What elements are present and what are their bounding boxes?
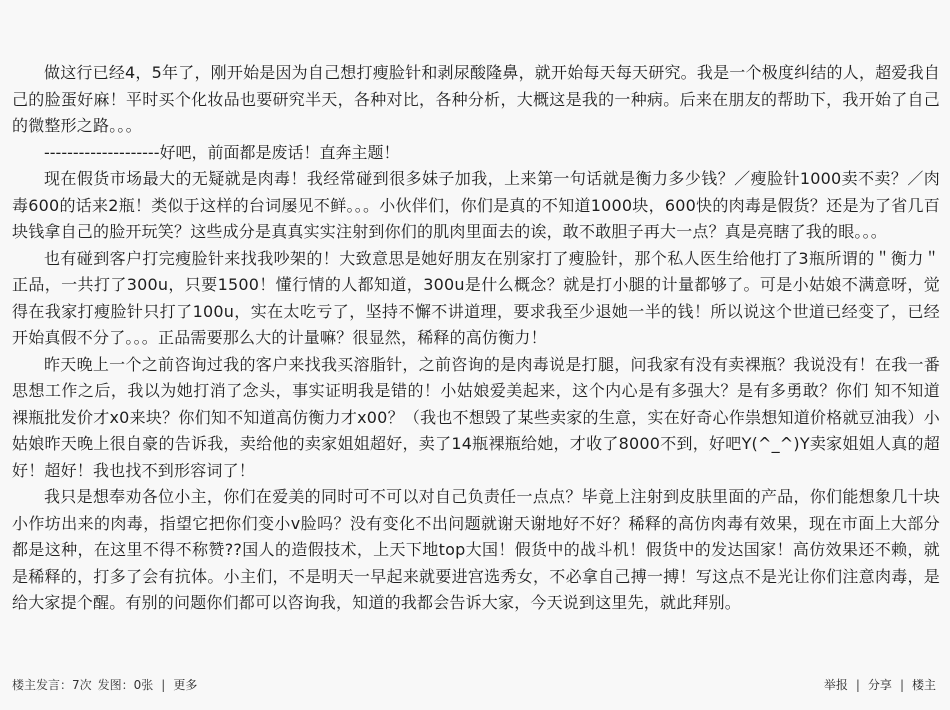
divider: | (855, 678, 860, 692)
post-footer (12, 676, 936, 694)
post-paragraph-fake-market: 现在假货市场最大的无疑就是肉毒！我经常碰到很多妹子加我，上来第一句话就是衡力多少钱？／瘦脸针1000卖不卖？／肉毒600的话来2瓶！类似于这样的台词屡见不鲜。。。小伙伴们，你们是真的不知道1000块，600快的肉毒是假货？还是为了省几百块钱拿自己的脸开玩笑？这些成分是真真实实注射到你们的肌肉里面去的诶，敢不敢胆子再大一点？真是亮瞎了我的眼。。。 (12, 169, 940, 241)
op-post-count: 楼主发言：7次 (12, 678, 92, 692)
report-link[interactable]: 举报 (823, 678, 848, 692)
post-paragraph-intro: 做这行已经4，5年了，刚开始是因为自己想打瘦脸针和剥尿酸隆鼻，就开始每天每天研究。我是一个极度纠结的人，超爱我自己的脸蛋好麻！平时买个化妆品也要研究半天，各种对比，各种分析，大概这是我的一种病。后来在朋友的帮助下，我开始了自己的微整形之路。。。 (12, 63, 940, 135)
post-paragraph-advice: 我只是想奉劝各位小主，你们在爱美的同时可不可以对自己负责任一点点？毕竟上注射到皮肤里面的产品，你们能想象几十块小作坊出来的肉毒，指望它把你们变小v脸吗？没有变化不出问题就谢天谢地好不好？稀释的高仿肉毒有效果，现在市面上大部分都是这种，在这里不得不称赞??国人的造假技术，上天下地top大国！假货中的战斗机！假货中的发达国家！高仿效果还不赖，就是稀释的，打多了会有抗体。小主们，不是明天一早起来就要进宫选秀女，不必拿自己搏一搏！写这点不是光让你们注意肉毒，是给大家提个醒。有别的问题你们都可以咨询我，知道的我都会告诉大家，今天说到这里先，就此拜别。 (12, 487, 940, 612)
divider: | (899, 678, 904, 692)
divider: | (161, 678, 166, 692)
post-paragraph-yesterday: 昨天晚上一个之前咨询过我的客户来找我买溶脂针，之前咨询的是肉毒说是打腿，问我家有没有卖裸瓶？我说没有！在我一番思想工作之后，我以为她打消了念头，事实证明我是错的！小姑娘爱美起来，这个内心是有多强大？是有多勇敢？你们 知不知道裸瓶批发价才x0来块？你们知不知道高仿衡力才x00？（我也不想毁了某些卖家的生意，实在好奇心作祟想知道价格就豆油我）小姑娘昨天晚上很自豪的告诉我，卖给他的卖家姐姐超好，卖了14瓶裸瓶给她，才收了8000不到，好吧Y(^_^)Y卖家姐姐人真的超好！超好！我也找不到形容词了！ (12, 354, 940, 480)
post-body (12, 60, 940, 617)
post-paragraph-complaint: 也有碰到客户打完瘦脸针来找我吵架的！大致意思是她好朋友在别家打了瘦脸针，那个私人医生给他打了3瓶所谓的＂衡力＂正品，一共打了300u，只要1500！懂行情的人都知道，300u是什么概念？就是打小腿的计量都够了。可是小姑娘不满意呀，觉得在我家打瘦脸针只打了100u，实在太吃亏了，坚持不懈不讲道理，要求我至少退她一半的钱！所以说这个世道已经变了，已经开始真假不分了。。。正品需要那么大的计量嘛？很显然，稀释的高仿衡力！ (12, 248, 940, 347)
post-actions (824, 676, 936, 694)
post-stats (12, 676, 197, 694)
share-link[interactable]: 分享 (867, 678, 892, 692)
op-link[interactable]: 楼主 (911, 678, 936, 692)
image-count: 发图：0张 (97, 678, 154, 692)
post-separator-line: --------------------好吧，前面都是废话！直奔主题！ (44, 142, 400, 162)
more-link[interactable]: 更多 (173, 678, 198, 692)
